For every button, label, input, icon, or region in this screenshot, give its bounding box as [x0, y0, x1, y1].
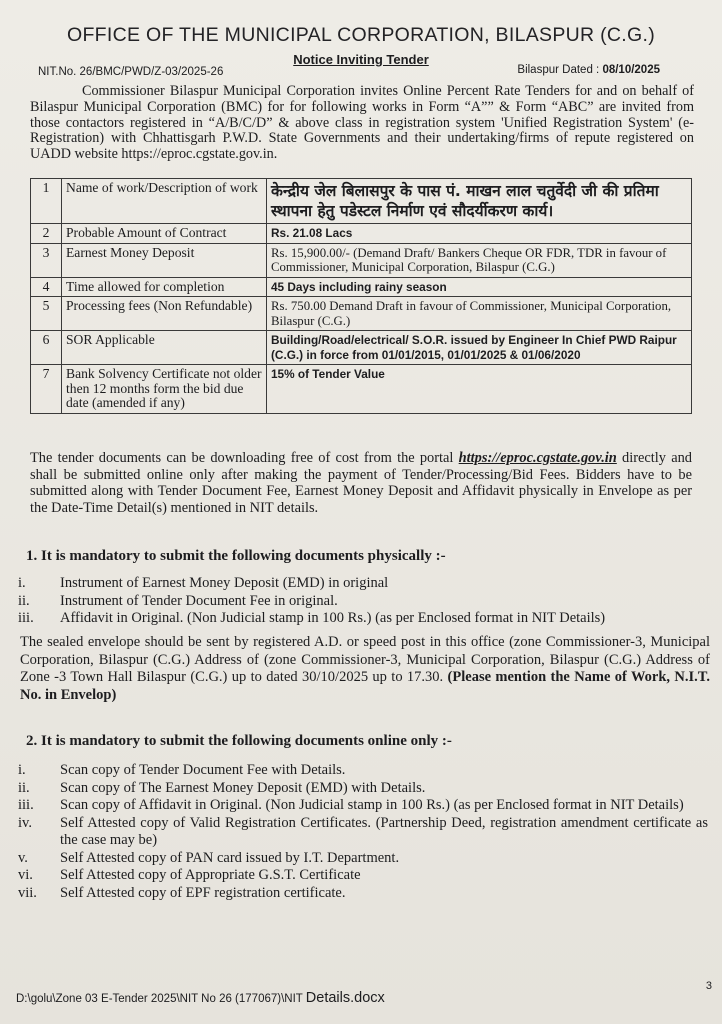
list-text: Scan copy of The Earnest Money Deposit (EMD) with Details.	[60, 779, 426, 796]
row-value: 15% of Tender Value	[267, 365, 692, 414]
tender-details-table	[30, 178, 692, 414]
list-text: Instrument of Tender Document Fee in original.	[60, 592, 338, 609]
list-text: Self Attested copy of PAN card issued by I.T. Department.	[60, 849, 400, 866]
sealed-text: The sealed envelope should be sent by registered A.D. or speed post in this office (zone Commissioner-3, Municipal Corporation, Bilaspur (C.G.) Address of (zone Commissioner-3, Municipal Corporation, Bilaspur (C.G.) Address of Zone -3 Town Hall Bilaspur (C.G.) up to dated 30/10/2025 up to 17.30.	[20, 634, 710, 685]
list-text: Affidavit in Original. (Non Judicial stamp in 100 Rs.) (as per Enclosed format in NIT Details)	[60, 610, 606, 626]
row-number: 2	[31, 224, 62, 244]
date-value: 08/10/2025	[602, 64, 660, 76]
physical-documents-list	[18, 575, 708, 628]
list-marker: ii.	[18, 592, 30, 609]
section-2-heading: 2. It is mandatory to submit the following documents online only :-	[26, 733, 452, 749]
table-row	[31, 277, 692, 297]
date-label: Bilaspur Dated :	[517, 64, 600, 76]
list-marker: iii.	[18, 610, 34, 626]
file-path: D:\golu\Zone 03 E-Tender 2025\NIT No 26 (177067)\NIT	[16, 993, 306, 1005]
row-label: Name of work/Description of work	[62, 179, 267, 224]
list-marker: vii.	[18, 884, 37, 901]
list-item	[18, 780, 708, 798]
row-value: Rs. 15,900.00/- (Demand Draft/ Bankers Cheque OR FDR, TDR in favour of Commissioner, Municipal Corporation, Bilaspur (C.G.)	[267, 243, 692, 277]
table-row	[31, 179, 692, 224]
row-value: केन्द्रीय जेल बिलासपुर के पास पं. माखन लाल चतुर्वेदी जी की प्रतिमा स्थापना हेतु पडेस्टल निर्माण एवं सौदर्यीकरण कार्य।	[267, 179, 692, 224]
row-label: Earnest Money Deposit	[62, 243, 267, 277]
row-number: 1	[31, 179, 62, 224]
row-value: Rs. 21.08 Lacs	[267, 224, 692, 244]
row-number: 7	[31, 365, 62, 414]
row-number: 5	[31, 297, 62, 331]
list-marker: v.	[18, 849, 28, 866]
list-marker: vi.	[18, 867, 33, 883]
file-name: Details.docx	[305, 990, 385, 1006]
list-marker: i.	[18, 762, 26, 778]
sealed-bold-note: (Please mention the Name of Work, N.I.T. No. in Envelop)	[20, 669, 710, 703]
nit-number: NIT.No. 26/BMC/PWD/Z-03/2025-26	[38, 66, 224, 78]
row-value: Rs. 750.00 Demand Draft in favour of Commissioner, Municipal Corporation, Bilaspur (C.G.)	[267, 297, 692, 331]
list-item	[18, 593, 708, 611]
list-marker: ii.	[18, 779, 30, 796]
para-text: directly and shall be submitted online only after making the payment of Tender/Processing/Bid Fees. Bidders have to be submitted along with Tender Document Fee, Earnest Money Deposit and Affidavit physically in Envelope as per the Date-Time Detail(s) mentioned in NIT details.	[30, 450, 692, 516]
office-title: OFFICE OF THE MUNICIPAL CORPORATION, BILASPUR (C.G.)	[66, 24, 655, 46]
notice-title: Notice Inviting Tender	[293, 52, 429, 67]
list-item	[18, 867, 708, 885]
row-label: SOR Applicable	[62, 331, 267, 365]
list-text: Self Attested copy of Appropriate G.S.T. Certificate	[60, 867, 361, 883]
row-number: 3	[31, 243, 62, 277]
row-number: 4	[31, 277, 62, 297]
list-text: Scan copy of Tender Document Fee with Details.	[60, 762, 346, 778]
table-row	[31, 297, 692, 331]
portal-link[interactable]: https://eproc.cgstate.gov.in	[458, 450, 617, 466]
row-number: 6	[31, 331, 62, 365]
list-item	[18, 885, 708, 903]
date-line	[517, 64, 660, 76]
list-text: Instrument of Earnest Money Deposit (EMD) in original	[60, 575, 389, 591]
section-1-heading: 1. It is mandatory to submit the following documents physically :-	[26, 548, 446, 564]
online-documents-list	[18, 762, 708, 902]
list-item	[18, 815, 708, 850]
list-item	[18, 575, 708, 593]
row-label: Time allowed for completion	[62, 277, 267, 297]
list-marker: iii.	[18, 797, 34, 813]
row-value: 45 Days including rainy season	[267, 277, 692, 297]
list-text: Self Attested copy of EPF registration certificate.	[60, 884, 346, 901]
list-marker: iv.	[18, 814, 32, 831]
footer-file-path	[16, 990, 385, 1006]
page-number: 3	[705, 980, 712, 992]
list-item	[18, 610, 708, 628]
table-row	[31, 331, 692, 365]
list-item	[18, 850, 708, 868]
table-row	[31, 224, 692, 244]
table-row	[31, 365, 692, 414]
row-label: Bank Solvency Certificate not older then 12 months form the bid due date (amended if any)	[62, 365, 267, 414]
row-label: Processing fees (Non Refundable)	[62, 297, 267, 331]
list-item	[18, 797, 708, 815]
row-label: Probable Amount of Contract	[62, 224, 267, 244]
list-marker: i.	[18, 575, 26, 591]
list-item	[18, 762, 708, 780]
list-text: Scan copy of Affidavit in Original. (Non Judicial stamp in 100 Rs.) (as per Enclosed format in NIT Details)	[60, 797, 684, 813]
row-value: Building/Road/electrical/ S.O.R. issued by Engineer In Chief PWD Raipur (C.G.) in force from 01/01/2015, 01/01/2025 & 01/06/2020	[267, 331, 692, 365]
list-text: Self Attested copy of Valid Registration Certificates. (Partnership Deed, registration amendment certificate as the case may be)	[60, 814, 708, 848]
table-row	[31, 243, 692, 277]
intro-paragraph: Commissioner Bilaspur Municipal Corporation invites Online Percent Rate Tenders for and on behalf of Bilaspur Municipal Corporation (BMC) for for following works in Form “A”” & Form “ABC” are invited from those contactors registered in “A/B/C/D” & above class in registration system 'Unified Registration System' (e-Registration) with Chhattisgarh P.W.D. State Governments and their undertaking/firms of repute registered on UADD website https://eproc.cgstate.gov.in.	[30, 83, 694, 163]
sealed-envelope-paragraph	[20, 634, 710, 704]
download-instructions	[30, 450, 692, 516]
para-text: The tender documents can be downloading free of cost from the portal	[30, 450, 459, 466]
